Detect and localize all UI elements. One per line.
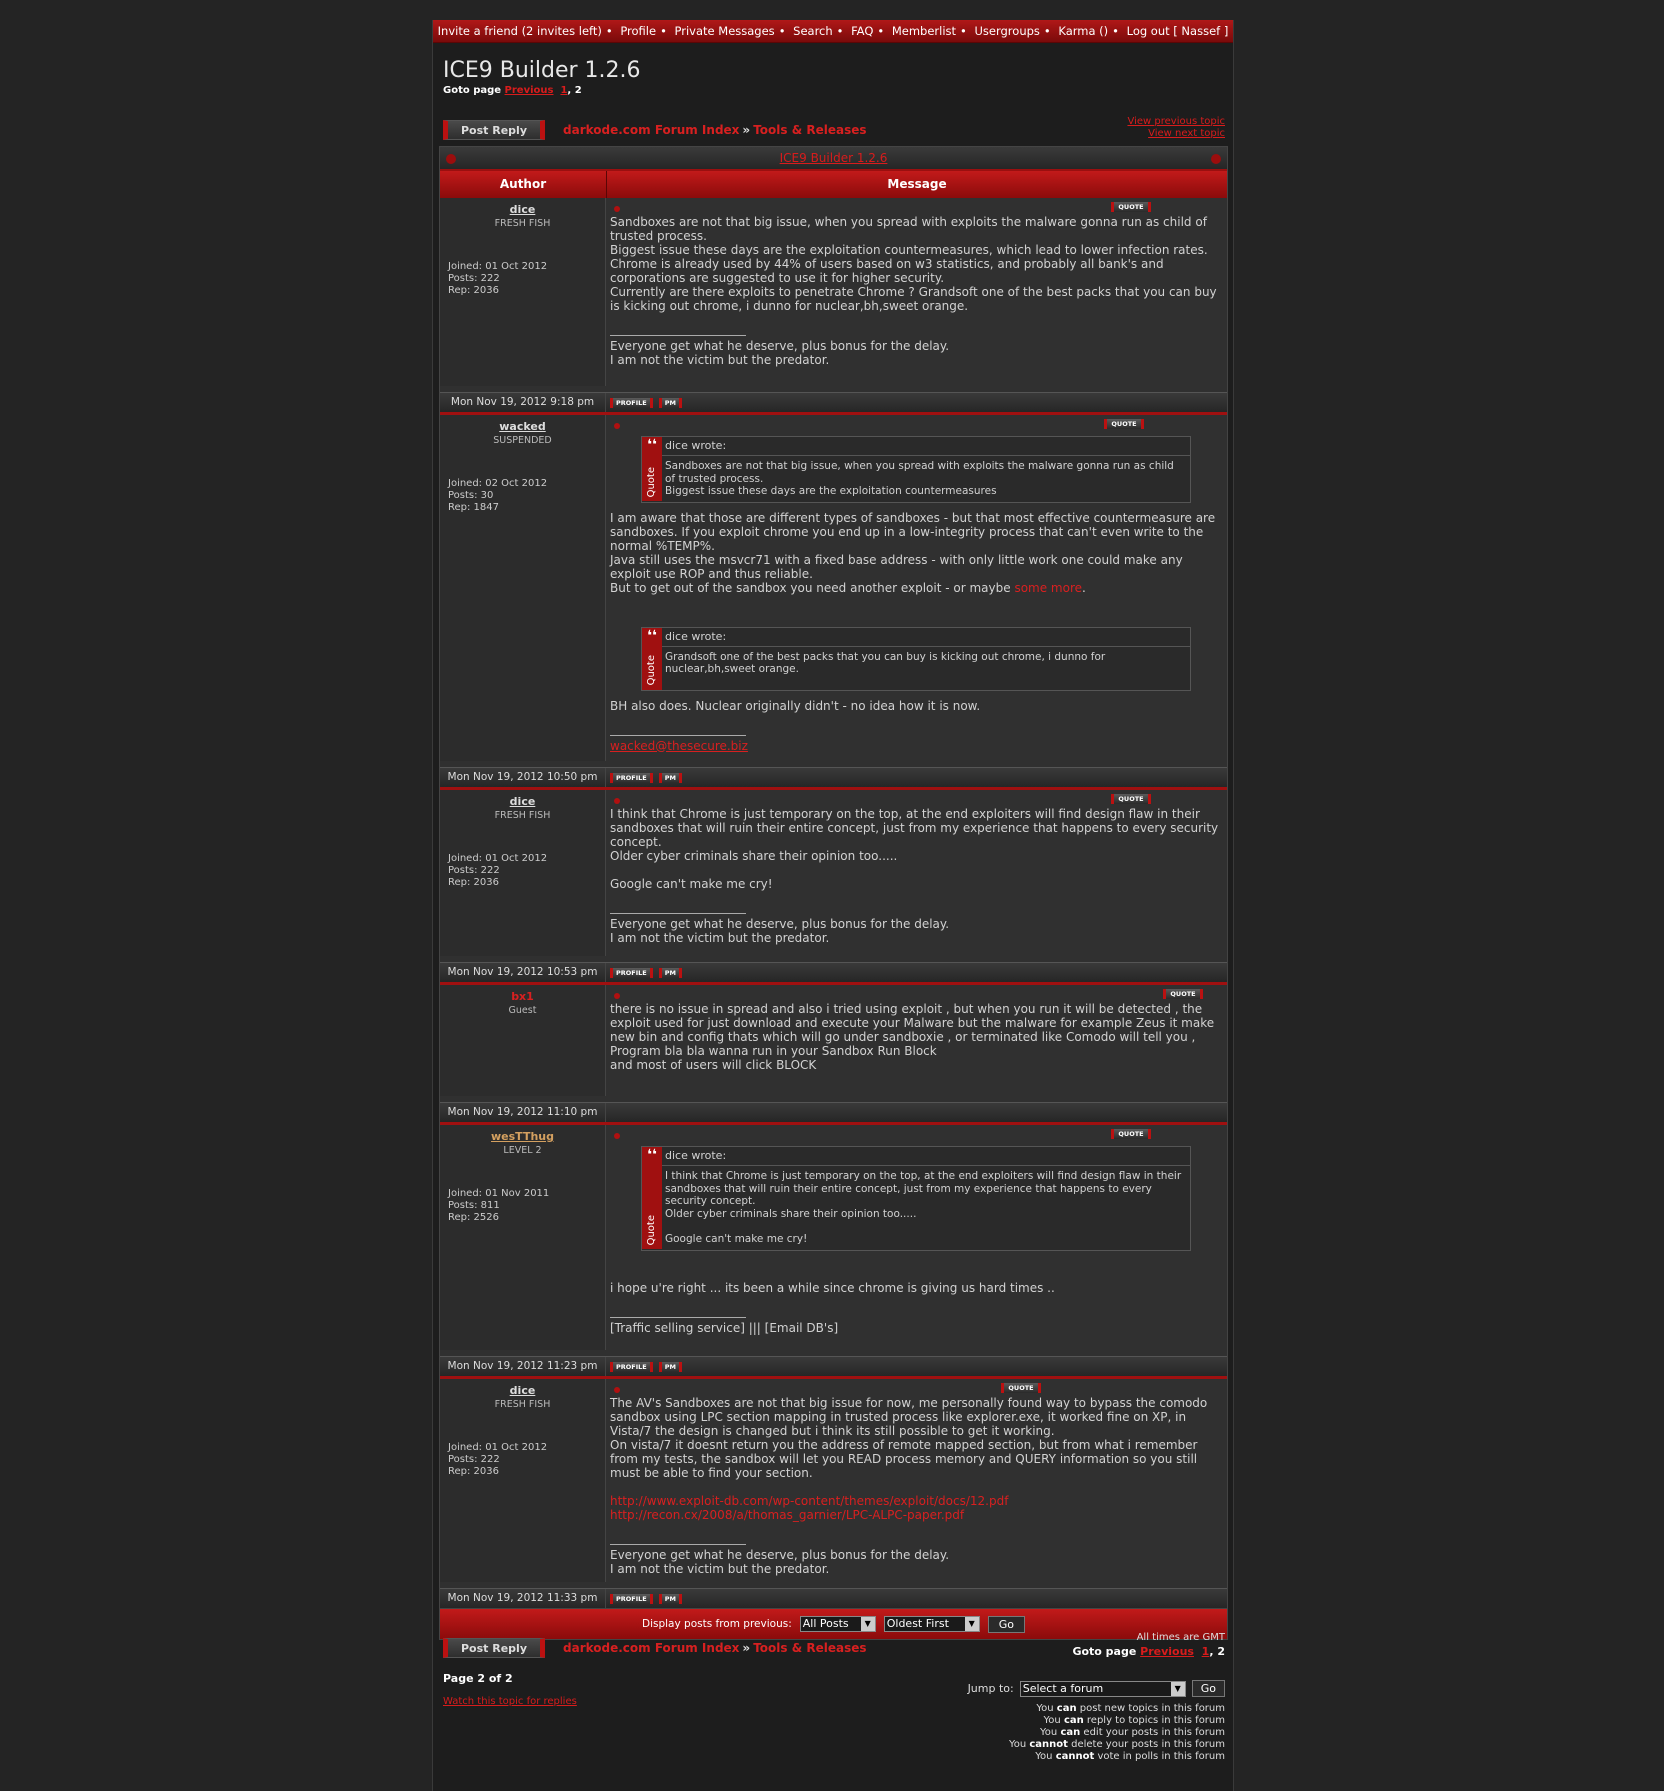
quote-button[interactable]: QUOTE	[1111, 794, 1151, 804]
signature-line: I am not the victim but the predator.	[610, 353, 830, 367]
jump-forum-value: Select a forum	[1022, 1681, 1104, 1695]
permission-line: You can reply to topics in this forum	[1043, 1715, 1225, 1726]
quote-button[interactable]: QUOTE	[1111, 202, 1151, 212]
exploit-db-link[interactable]: http://www.exploit-db.com/wp-content/themes/exploit/docs/12.pdf	[610, 1494, 1009, 1508]
permission-line: You can edit your posts in this forum	[1040, 1727, 1225, 1738]
corner-dot-icon	[446, 154, 456, 164]
post-body-line: Chrome is already used by 44% of users based on w3 statistics, and probably all bank's and corporations are suggested to use it for higher security.	[610, 257, 1164, 285]
post-message	[606, 198, 1227, 392]
nav-karma[interactable]: Karma ()	[1058, 24, 1109, 38]
quote-line: I think that Chrome is just temporary on the top, at the end exploiters will find design flaw in their sandboxes that will ruin their entire concept, just from my experience that happens to every security concept.	[665, 1170, 1182, 1207]
goto-page	[443, 85, 582, 96]
quote-header	[662, 628, 1190, 647]
post-reply-button[interactable]: Post Reply	[443, 120, 545, 140]
pm-button[interactable]: PM	[659, 968, 682, 978]
quote-mark-icon: ❛❛	[647, 1147, 657, 1163]
quote-button[interactable]: QUOTE	[1111, 1129, 1151, 1139]
post-author-panel	[440, 1125, 606, 1350]
jump-forum-select[interactable]	[1020, 1681, 1186, 1697]
post-timestamp: Mon Nov 19, 2012 11:10 pm	[440, 1103, 606, 1122]
post-icon	[614, 423, 620, 429]
goto-page-2: 2	[1217, 1645, 1225, 1658]
post	[440, 198, 1227, 392]
nav-usergroups[interactable]: Usergroups	[974, 24, 1040, 38]
author-posts: Posts: 222	[448, 865, 500, 876]
signature-divider	[610, 913, 746, 914]
post-footer	[440, 962, 1227, 982]
display-options-bar	[440, 1608, 1227, 1639]
post-message	[606, 1125, 1227, 1356]
post-timestamp: Mon Nov 19, 2012 11:33 pm	[440, 1589, 606, 1608]
signature-divider	[610, 1317, 746, 1318]
goto-previous-link[interactable]: Previous	[504, 85, 554, 96]
post-footer	[440, 1588, 1227, 1608]
author-rank: SUSPENDED	[493, 435, 552, 446]
post-icon	[614, 798, 620, 804]
post-footer	[440, 392, 1227, 412]
post-author-panel	[440, 1379, 606, 1582]
post	[440, 982, 1227, 1102]
author-rank: FRESH FISH	[494, 1399, 551, 1410]
author-joined: Joined: 01 Oct 2012	[448, 261, 548, 272]
permission-line: You cannot vote in polls in this forum	[1035, 1751, 1225, 1762]
author-joined: Joined: 02 Oct 2012	[448, 478, 548, 489]
quote-mark-icon: ❛❛	[647, 437, 657, 453]
quote-button[interactable]: QUOTE	[1163, 989, 1203, 999]
post-author-panel	[440, 198, 606, 386]
nav-separator: •	[660, 24, 667, 38]
pm-button[interactable]: PM	[659, 1594, 682, 1604]
posts-table	[439, 146, 1228, 1640]
nav-separator: •	[778, 24, 786, 38]
goto-page-bottom	[1072, 1645, 1225, 1658]
post-body-line: On vista/7 it doesnt return you the address of remote mapped section, but from what i remember from my tests, the sandbox will let you READ process memory and QUERY information so you still must be able to find your section.	[610, 1438, 1198, 1480]
goto-page-1-link[interactable]: 1	[1201, 1645, 1210, 1658]
post-message	[606, 415, 1227, 767]
pm-button[interactable]: PM	[659, 398, 682, 408]
display-go-button[interactable]: Go	[988, 1616, 1025, 1633]
table-title-link[interactable]: ICE9 Builder 1.2.6	[779, 151, 888, 165]
post-body-line: BH also does. Nuclear originally didn't - no idea how it is now.	[610, 698, 981, 713]
posts-range-select[interactable]	[800, 1616, 876, 1632]
chevron-down-icon: ▼	[965, 1617, 979, 1631]
post-body-line: and most of users will click BLOCK	[610, 1058, 817, 1072]
pm-button[interactable]: PM	[659, 773, 682, 783]
pm-button[interactable]: PM	[659, 1362, 682, 1372]
chevron-down-icon: ▼	[861, 1617, 875, 1631]
author-posts: Posts: 30	[448, 490, 494, 501]
post-body-line: Currently are there exploits to penetrate Chrome ? Grandsoft one of the best packs that you can buy is kicking out chrome, i dunno for nuclear,bh,sweet orange.	[610, 285, 1217, 313]
sort-order-value: Oldest First	[886, 1617, 949, 1630]
signature-email-link[interactable]: wacked@thesecure.biz	[610, 738, 748, 753]
post-body-line: i hope u're right ... its been a while since chrome is giving us hard times ..	[610, 1280, 1055, 1295]
goto-sep: ,	[567, 85, 572, 96]
nav-search[interactable]: Search	[793, 24, 833, 38]
author-name[interactable]: dice	[509, 1384, 536, 1397]
signature-line: Everyone get what he deserve, plus bonus for the delay.	[610, 339, 950, 353]
post	[440, 1376, 1227, 1588]
some-more-link[interactable]: some more	[1014, 580, 1083, 595]
author-name[interactable]: dice	[509, 203, 536, 216]
quote-wrote: wrote:	[691, 439, 727, 452]
post-body-line: Google can't make me cry!	[610, 877, 773, 891]
post-icon	[614, 993, 620, 999]
quote-line: Grandsoft one of the best packs that you can buy is kicking out chrome, i dunno for nuclear,bh,sweet orange.	[665, 650, 1106, 675]
post-body-line: there is no issue in spread and also i tried using exploit , but when you run it will be detected , the exploit used for just download and execute your Malware but the malware for example Zeus it make new bin and config thats which will go under sandboxie , or terminated like Comodo will tell you , Program bla bla wanna run in your Sandbox Run Block	[610, 1002, 1215, 1058]
post-message	[606, 985, 1227, 1102]
quote-text	[662, 1166, 1190, 1250]
quote-author: dice	[665, 439, 688, 452]
corner-dot-icon	[1211, 154, 1221, 164]
post-body-line: I am aware that those are different types of sandboxes - but that most effective countermeasure are sandboxes. If you exploit chrome you end up in a low-integrity process that can't even write to the normal %TEMP%.	[610, 510, 1216, 553]
breadcrumb-sep: »	[742, 123, 751, 137]
nav-private-messages[interactable]: Private Messages	[674, 24, 775, 38]
post	[440, 412, 1227, 767]
post-footer	[440, 767, 1227, 787]
author-stats	[448, 1188, 597, 1224]
breadcrumb-index[interactable]: darkode.com Forum Index	[563, 123, 740, 137]
column-header-author: Author	[440, 171, 607, 198]
quote-header	[662, 437, 1190, 456]
author-posts: Posts: 222	[448, 273, 500, 284]
post-body-line	[610, 863, 1223, 877]
quote-line: Google can't make me cry!	[665, 1233, 808, 1245]
author-rep: Rep: 2036	[448, 285, 499, 296]
goto-sep: ,	[1209, 1645, 1214, 1658]
profile-button[interactable]: PROFILE	[610, 398, 653, 408]
author-rank: Guest	[508, 1005, 537, 1016]
signature-line: Everyone get what he deserve, plus bonus for the delay.	[610, 1548, 950, 1562]
post-timestamp: Mon Nov 19, 2012 11:23 pm	[440, 1357, 606, 1376]
quote-mark-icon: ❛❛	[647, 627, 657, 644]
page-of-label: Page 2 of 2	[443, 1672, 513, 1685]
jump-label: Jump to:	[967, 1682, 1014, 1695]
author-rank: LEVEL 2	[503, 1145, 542, 1156]
post-footer	[440, 1356, 1227, 1376]
breadcrumb-index[interactable]: darkode.com Forum Index	[563, 1641, 740, 1655]
author-rep: Rep: 1847	[448, 502, 499, 513]
table-title-bar	[440, 147, 1227, 171]
author-rep: Rep: 2036	[448, 877, 499, 888]
quote-author: dice	[665, 629, 688, 643]
profile-button[interactable]: PROFILE	[610, 1362, 653, 1372]
quote-block	[641, 627, 1191, 691]
post-body-line: The AV's Sandboxes are not that big issue for now, me personally found way to bypass the comodo sandbox using LPC section mapping in trusted process like explorer.exe, it worked fine on XP, in Vista/7 the design is changed but i think its still possible to get it working.	[610, 1396, 1208, 1438]
author-stats	[448, 1442, 597, 1478]
post-author-panel	[440, 790, 606, 956]
nav-separator: •	[960, 24, 967, 38]
timezone-note: All times are GMT	[1136, 1632, 1225, 1643]
view-previous-topic-link[interactable]: View previous topic	[1127, 116, 1225, 127]
signature-line: [Traffic selling service] ||| [Email DB's]	[610, 1320, 839, 1335]
breadcrumb-forum[interactable]: Tools & Releases	[753, 123, 867, 137]
post-body-line: Older cyber criminals share their opinion too.....	[610, 849, 898, 863]
nav-separator: •	[1043, 24, 1051, 38]
body-text: But to get out of the sandbox you need another exploit - or maybe	[610, 580, 1015, 595]
signature-divider	[610, 1544, 746, 1545]
author-name[interactable]: wacked	[499, 420, 546, 433]
quote-author: dice	[665, 1149, 688, 1162]
nav-logout[interactable]: Log out [ Nassef ]	[1126, 24, 1229, 38]
quote-button[interactable]: QUOTE	[1001, 1383, 1041, 1393]
author-joined: Joined: 01 Oct 2012	[448, 853, 548, 864]
post-timestamp: Mon Nov 19, 2012 10:53 pm	[440, 963, 606, 982]
quote-line	[665, 1220, 1187, 1233]
post-timestamp: Mon Nov 19, 2012 10:50 pm	[440, 768, 606, 787]
permission-line: You cannot delete your posts in this forum	[1008, 1739, 1225, 1750]
post	[440, 1122, 1227, 1356]
post-body-line: Biggest issue these days are the exploitation countermeasures, which lead to lower infection rates.	[610, 243, 1208, 257]
topic-title[interactable]: ICE9 Builder 1.2.6	[443, 58, 641, 83]
profile-button[interactable]: PROFILE	[610, 968, 653, 978]
goto-page-1-link[interactable]: 1	[560, 85, 568, 96]
quote-button[interactable]: QUOTE	[1104, 419, 1144, 429]
signature-line: I am not the victim but the predator.	[610, 1562, 830, 1576]
quote-text	[662, 456, 1190, 502]
author-posts: Posts: 222	[448, 1454, 500, 1465]
author-joined: Joined: 01 Nov 2011	[448, 1188, 550, 1199]
profile-button[interactable]: PROFILE	[610, 1594, 653, 1604]
jump-go-button[interactable]: Go	[1192, 1680, 1225, 1697]
post-icon	[614, 206, 620, 212]
author-name: bx1	[511, 990, 534, 1003]
quote-block	[641, 436, 1191, 503]
goto-previous-link[interactable]: Previous	[1140, 1645, 1194, 1658]
post	[440, 787, 1227, 962]
nav-profile[interactable]: Profile	[620, 24, 657, 38]
post-message	[606, 1379, 1227, 1588]
top-navigation	[433, 20, 1233, 43]
nav-faq[interactable]: FAQ	[851, 24, 874, 38]
author-stats	[448, 853, 597, 889]
breadcrumb-sep: »	[742, 1641, 751, 1655]
quote-label: Quote	[646, 466, 657, 497]
nav-invite[interactable]: Invite a friend (2 invites left)	[437, 24, 602, 38]
chevron-down-icon: ▼	[1171, 1682, 1185, 1696]
author-rank: FRESH FISH	[494, 218, 551, 229]
nav-separator: •	[877, 24, 885, 38]
post-author-panel	[440, 985, 606, 1096]
display-label: Display posts from previous:	[642, 1618, 792, 1630]
quote-sidebar	[642, 1147, 662, 1249]
post-body-line: I think that Chrome is just temporary on the top, at the end exploiters will find design flaw in their sandboxes that will ruin their entire concept, just from my experience that happens to every security concept.	[610, 807, 1219, 849]
recon-link[interactable]: http://recon.cx/2008/a/thomas_garnier/LPC-ALPC-paper.pdf	[610, 1508, 965, 1522]
post-author-panel	[440, 415, 606, 761]
goto-label: Goto page	[1072, 1645, 1137, 1658]
signature-line: I am not the victim but the predator.	[610, 931, 830, 945]
nav-memberlist[interactable]: Memberlist	[891, 24, 957, 38]
nav-separator: •	[605, 24, 613, 38]
breadcrumb	[563, 123, 867, 137]
watch-topic-link[interactable]: Watch this topic for replies	[443, 1696, 577, 1707]
author-stats	[448, 261, 597, 297]
quote-line: Sandboxes are not that big issue, when you spread with exploits the malware gonna run as child of trusted process.	[665, 460, 1174, 485]
quote-wrote: wrote:	[691, 1149, 727, 1162]
post-timestamp: Mon Nov 19, 2012 9:18 pm	[440, 393, 606, 412]
post-icon	[614, 1133, 620, 1139]
body-text: .	[1082, 580, 1086, 595]
permission-line: You can post new topics in this forum	[1036, 1703, 1225, 1714]
topic-navigation	[1127, 116, 1225, 140]
quote-block	[641, 1146, 1191, 1251]
nav-separator: •	[1112, 24, 1119, 38]
signature-line: Everyone get what he deserve, plus bonus for the delay.	[610, 917, 950, 931]
quote-wrote: wrote:	[691, 629, 727, 643]
post-footer	[440, 1102, 1227, 1122]
quote-sidebar	[642, 628, 662, 690]
forum-permissions	[1009, 1703, 1225, 1763]
profile-button[interactable]: PROFILE	[610, 773, 653, 783]
post-reply-button-bottom[interactable]: Post Reply	[443, 1638, 545, 1658]
column-header-message: Message	[887, 177, 947, 191]
goto-page-2: 2	[574, 85, 582, 96]
quote-line: Older cyber criminals share their opinion too.....	[665, 1207, 917, 1220]
author-name[interactable]: dice	[509, 795, 536, 808]
view-next-topic-link[interactable]: View next topic	[1148, 128, 1225, 139]
quote-label: Quote	[646, 1214, 657, 1245]
table-header	[440, 171, 1227, 198]
author-name[interactable]: wesTThug	[491, 1130, 554, 1143]
sort-order-select[interactable]	[884, 1616, 980, 1632]
breadcrumb-forum[interactable]: Tools & Releases	[753, 1641, 867, 1655]
author-rep: Rep: 2036	[448, 1466, 499, 1477]
post-body-line: Sandboxes are not that big issue, when you spread with exploits the malware gonna run as child of trusted process.	[610, 215, 1207, 243]
author-rep: Rep: 2526	[448, 1212, 499, 1223]
breadcrumb-bottom	[563, 1641, 867, 1655]
nav-separator: •	[836, 24, 844, 38]
post-body-line	[610, 581, 1223, 595]
post-message	[606, 790, 1227, 962]
author-posts: Posts: 811	[448, 1200, 500, 1211]
signature-divider	[610, 335, 746, 336]
page-wrapper	[432, 20, 1234, 1791]
author-stats	[448, 478, 597, 514]
signature-divider	[610, 735, 746, 736]
jump-to	[968, 1680, 1225, 1697]
goto-label: Goto page	[443, 85, 502, 96]
quote-header	[662, 1147, 1190, 1166]
author-joined: Joined: 01 Oct 2012	[448, 1442, 548, 1453]
quote-text	[662, 647, 1190, 680]
post-icon	[614, 1387, 620, 1393]
quote-line: Biggest issue these days are the exploitation countermeasures	[665, 485, 997, 497]
post-body-line: Java still uses the msvcr71 with a fixed base address - with only little work one could make any exploit use ROP and thus reliable.	[610, 552, 1183, 581]
posts-range-value: All Posts	[802, 1617, 849, 1630]
author-rank: FRESH FISH	[494, 810, 551, 821]
quote-label: Quote	[646, 655, 657, 686]
quote-sidebar	[642, 437, 662, 501]
